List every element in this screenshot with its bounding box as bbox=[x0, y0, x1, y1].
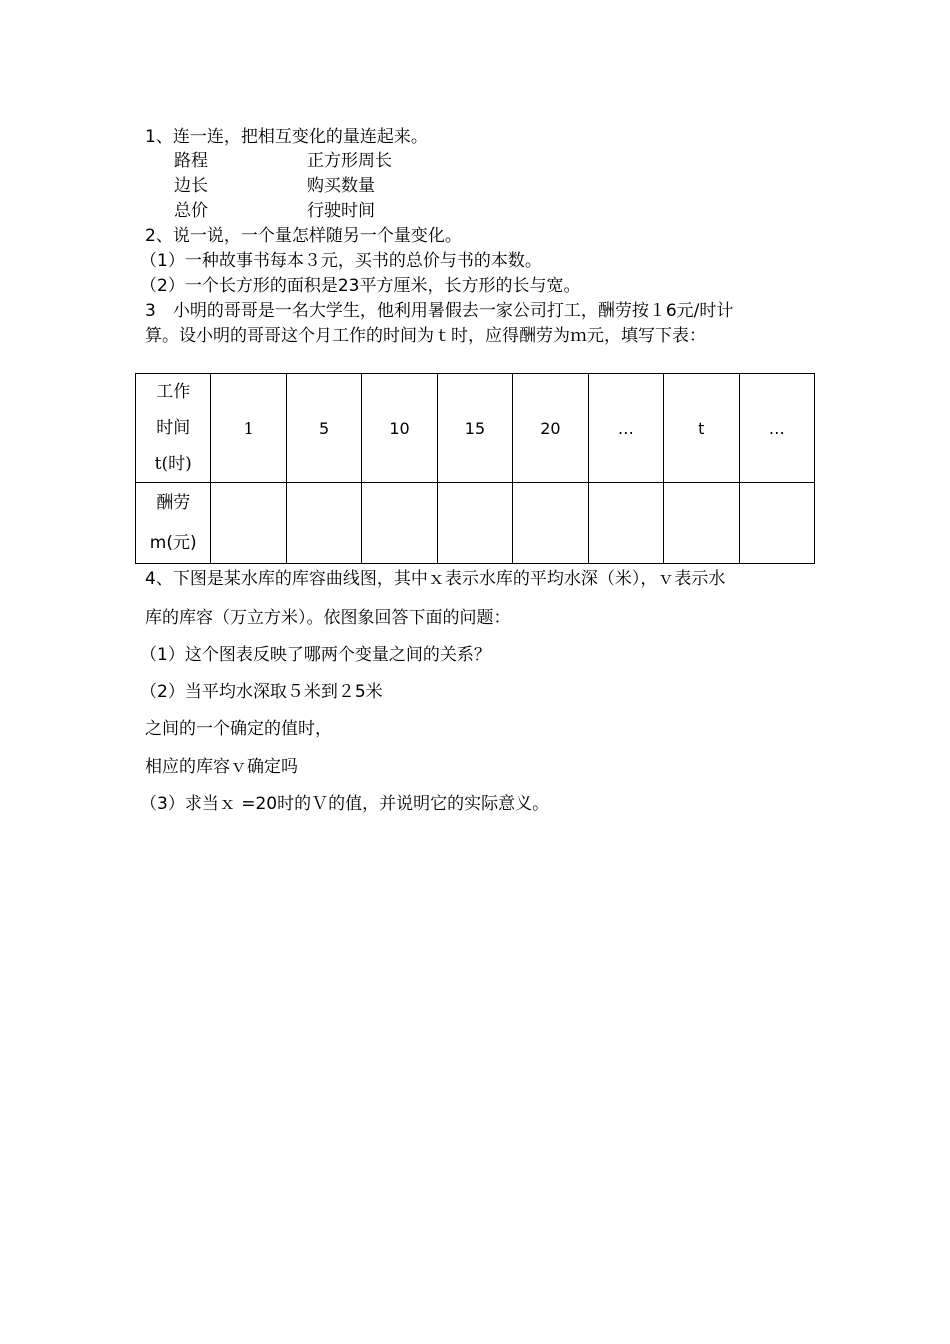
q4-text-line: （2）当平均水深取５米到２5米 bbox=[140, 682, 383, 702]
q4-text-line: （1）这个图表反映了哪两个变量之间的关系？ bbox=[140, 645, 491, 665]
table-cell: … bbox=[739, 374, 815, 483]
table-cell bbox=[437, 483, 512, 564]
table-cell bbox=[739, 483, 815, 564]
q4-text-line: 库的库容（万立方米）。依图象回答下面的问题： bbox=[145, 608, 511, 628]
table-cell bbox=[513, 483, 588, 564]
q4-text-line: 4、下图是某水库的库容曲线图，其中ｘ表示水库的平均水深（米），ｖ表示水 bbox=[145, 569, 726, 589]
q3-text-line: 3 小明的哥哥是一名大学生，他利用暑假去一家公司打工，酬劳按１6元/时计 bbox=[145, 301, 734, 321]
table-row bbox=[136, 483, 815, 564]
table-row bbox=[136, 374, 815, 483]
table-header-cell: 酬劳 m(元) bbox=[136, 483, 211, 564]
q1-left-item: 边长 bbox=[174, 176, 208, 196]
table-cell: 20 bbox=[513, 374, 588, 483]
q2-title: 2、说一说，一个量怎样随另一个量变化。 bbox=[145, 226, 462, 246]
q1-right-item: 购买数量 bbox=[307, 176, 375, 196]
table-cell: … bbox=[588, 374, 663, 483]
q4-text-line: 之间的一个确定的值时， bbox=[145, 719, 332, 739]
q1-title: 1、连一连，把相互变化的量连起来。 bbox=[145, 127, 428, 147]
table-cell: 10 bbox=[362, 374, 437, 483]
q2-item: （2）一个长方形的面积是23平方厘米，长方形的长与宽。 bbox=[140, 276, 581, 296]
q2-item: （1）一种故事书每本３元，买书的总价与书的本数。 bbox=[140, 251, 542, 271]
table-header-cell: 工作 时间 t(时) bbox=[136, 374, 211, 483]
q1-right-item: 正方形周长 bbox=[307, 151, 392, 171]
table-cell bbox=[588, 483, 663, 564]
table-cell: 1 bbox=[211, 374, 286, 483]
q1-left-item: 总价 bbox=[174, 201, 208, 221]
table-cell bbox=[286, 483, 361, 564]
q1-left-item: 路程 bbox=[174, 151, 208, 171]
table-cell bbox=[211, 483, 286, 564]
q4-text-line: （3）求当ｘ =20时的Ｖ的值，并说明它的实际意义。 bbox=[140, 794, 550, 814]
table-cell: t bbox=[664, 374, 739, 483]
q1-right-item: 行驶时间 bbox=[307, 201, 375, 221]
q3-text-line: 算。设小明的哥哥这个月工作的时间为ｔ时，应得酬劳为ｍ元，填写下表： bbox=[145, 326, 706, 346]
table-cell bbox=[362, 483, 437, 564]
q4-text-line: 相应的库容ｖ确定吗 bbox=[145, 757, 298, 777]
table-cell: 5 bbox=[286, 374, 361, 483]
table-cell bbox=[664, 483, 739, 564]
table-cell: 15 bbox=[437, 374, 512, 483]
wage-table bbox=[135, 373, 815, 564]
